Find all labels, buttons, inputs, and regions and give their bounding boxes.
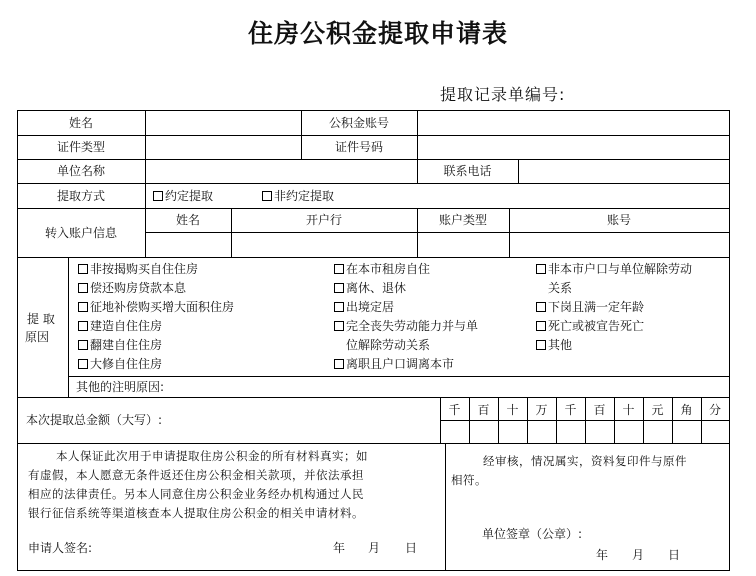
seal-day-label: 日: [668, 548, 681, 562]
checkbox-icon[interactable]: [536, 264, 546, 274]
declaration-line: 有虚假，本人愿意无条件返还住房公积金相关款项，并依法承担: [28, 468, 364, 482]
transfer-account-field[interactable]: [510, 233, 729, 257]
checkbox-icon[interactable]: [78, 264, 88, 274]
id-type-label: 证件类型: [56, 140, 105, 154]
unit-qian: 千: [448, 403, 461, 417]
method-label: 提取方式: [56, 189, 105, 203]
checkbox-icon[interactable]: [536, 321, 546, 331]
fund-account-label: 公积金账号: [328, 116, 389, 130]
checkbox-icon[interactable]: [334, 283, 344, 293]
option-non-agreed-label: 非约定提取: [274, 189, 335, 203]
unit-shi: 十: [506, 403, 519, 417]
unit-jiao: 角: [680, 403, 693, 417]
transfer-name-field[interactable]: [146, 233, 231, 257]
table-line: [17, 257, 730, 258]
reason-option[interactable]: 非按揭购买自住住房: [78, 262, 198, 276]
form-title: 住房公积金提取申请表: [247, 19, 508, 48]
checkbox-icon[interactable]: [334, 302, 344, 312]
transfer-bank-field[interactable]: [232, 233, 417, 257]
reason-option-continuation: 位解除劳动关系: [346, 338, 431, 352]
phone-label: 联系电话: [443, 164, 492, 178]
transfer-type-header: 账户类型: [438, 213, 487, 227]
unit-name-label: 单位名称: [56, 164, 105, 178]
reason-option[interactable]: 死亡或被宣告死亡: [536, 319, 644, 333]
option-agreed-label: 约定提取: [165, 189, 214, 203]
unit-wan: 万: [535, 403, 548, 417]
table-line: [145, 183, 146, 208]
id-number-field[interactable]: [418, 136, 729, 159]
seal-month-label: 月: [632, 548, 645, 562]
table-line: [17, 443, 730, 444]
table-line: [445, 443, 446, 570]
reason-option[interactable]: 其他: [536, 338, 572, 352]
unit-qian: 千: [564, 403, 577, 417]
checkbox-icon[interactable]: [536, 340, 546, 350]
other-reason-label: 其他的注明原因:: [76, 380, 165, 394]
review-line: 经审核，情况属实，资料复印件与原件: [483, 454, 687, 468]
reason-option[interactable]: 完全丧失劳动能力并与单: [334, 319, 478, 333]
checkbox-icon[interactable]: [153, 191, 163, 201]
unit-fen: 分: [708, 403, 721, 417]
reason-option[interactable]: 离职且户口调离本市: [334, 357, 454, 371]
reason-option[interactable]: 出境定居: [334, 300, 394, 314]
phone-field[interactable]: [519, 160, 729, 183]
sign-month-label: 月: [368, 541, 381, 555]
checkbox-icon[interactable]: [78, 340, 88, 350]
reason-option[interactable]: 非本市户口与单位解除劳动: [536, 262, 692, 276]
option-agreed-withdrawal[interactable]: [153, 189, 213, 203]
checkbox-icon[interactable]: [536, 302, 546, 312]
transfer-type-field[interactable]: [418, 233, 509, 257]
other-reason-field[interactable]: [175, 377, 729, 397]
transfer-account-header: 账号: [606, 213, 631, 227]
reason-option[interactable]: 下岗且满一定年龄: [536, 300, 644, 314]
reason-label-bottom: 原因: [25, 330, 50, 344]
record-number-label: 提取记录单编号:: [440, 85, 566, 104]
table-line: [729, 110, 730, 570]
checkbox-icon[interactable]: [334, 321, 344, 331]
id-type-field[interactable]: [146, 136, 301, 159]
checkbox-icon[interactable]: [262, 191, 272, 201]
table-line: [68, 257, 69, 397]
fund-account-field[interactable]: [418, 111, 729, 135]
reason-option[interactable]: 翻建自住住房: [78, 338, 162, 352]
reason-label-top: 提 取: [27, 312, 55, 326]
unit-yuan: 元: [651, 403, 664, 417]
unit-name-field[interactable]: [146, 160, 417, 183]
checkbox-icon[interactable]: [78, 359, 88, 369]
reason-option[interactable]: 建造自住住房: [78, 319, 162, 333]
declaration-line: 相应的法律责任。另本人同意住房公积金业务经办机构通过人民: [28, 487, 364, 501]
name-field[interactable]: [146, 111, 301, 135]
transfer-bank-header: 开户行: [305, 213, 342, 227]
unit-seal-label: 单位签章（公章）:: [482, 527, 583, 541]
applicant-signature-label: 申请人签名:: [28, 541, 93, 555]
table-line: [17, 570, 730, 571]
table-line: [17, 183, 730, 184]
table-line: [17, 397, 730, 398]
reason-option[interactable]: 偿还购房贷款本息: [78, 281, 186, 295]
transfer-name-header: 姓名: [175, 213, 200, 227]
declaration-line: 银行征信系统等渠道核查本人提取住房公积金的相关申请材料。: [28, 506, 364, 520]
reason-option[interactable]: 在本市租房自住: [334, 262, 430, 276]
unit-bai: 百: [593, 403, 606, 417]
table-line: [17, 110, 18, 570]
sign-year-label: 年: [333, 541, 346, 555]
table-line: [17, 208, 730, 209]
checkbox-icon[interactable]: [334, 264, 344, 274]
reason-option[interactable]: 大修自住住房: [78, 357, 162, 371]
checkbox-icon[interactable]: [78, 321, 88, 331]
name-label: 姓名: [68, 116, 93, 130]
review-line: 相符。: [451, 473, 487, 487]
amount-label: 本次提取总金额（大写）:: [26, 413, 163, 427]
checkbox-icon[interactable]: [78, 283, 88, 293]
applicant-signature-field[interactable]: [100, 537, 320, 557]
amount-digits-field[interactable]: [441, 421, 729, 443]
reason-option[interactable]: 离休、退休: [334, 281, 406, 295]
reason-option-continuation: 关系: [548, 281, 573, 295]
id-number-label: 证件号码: [334, 140, 383, 154]
checkbox-icon[interactable]: [78, 302, 88, 312]
option-non-agreed-withdrawal[interactable]: [262, 189, 334, 203]
sign-day-label: 日: [405, 541, 418, 555]
transfer-account-label: 转入账户信息: [44, 226, 117, 240]
seal-year-label: 年: [596, 548, 609, 562]
unit-bai: 百: [477, 403, 490, 417]
declaration-line: 本人保证此次用于申请提取住房公积金的所有材料真实；如: [56, 449, 368, 463]
checkbox-icon[interactable]: [334, 359, 344, 369]
reason-option[interactable]: 征地补偿购买增大面积住房: [78, 300, 234, 314]
unit-shi: 十: [622, 403, 635, 417]
